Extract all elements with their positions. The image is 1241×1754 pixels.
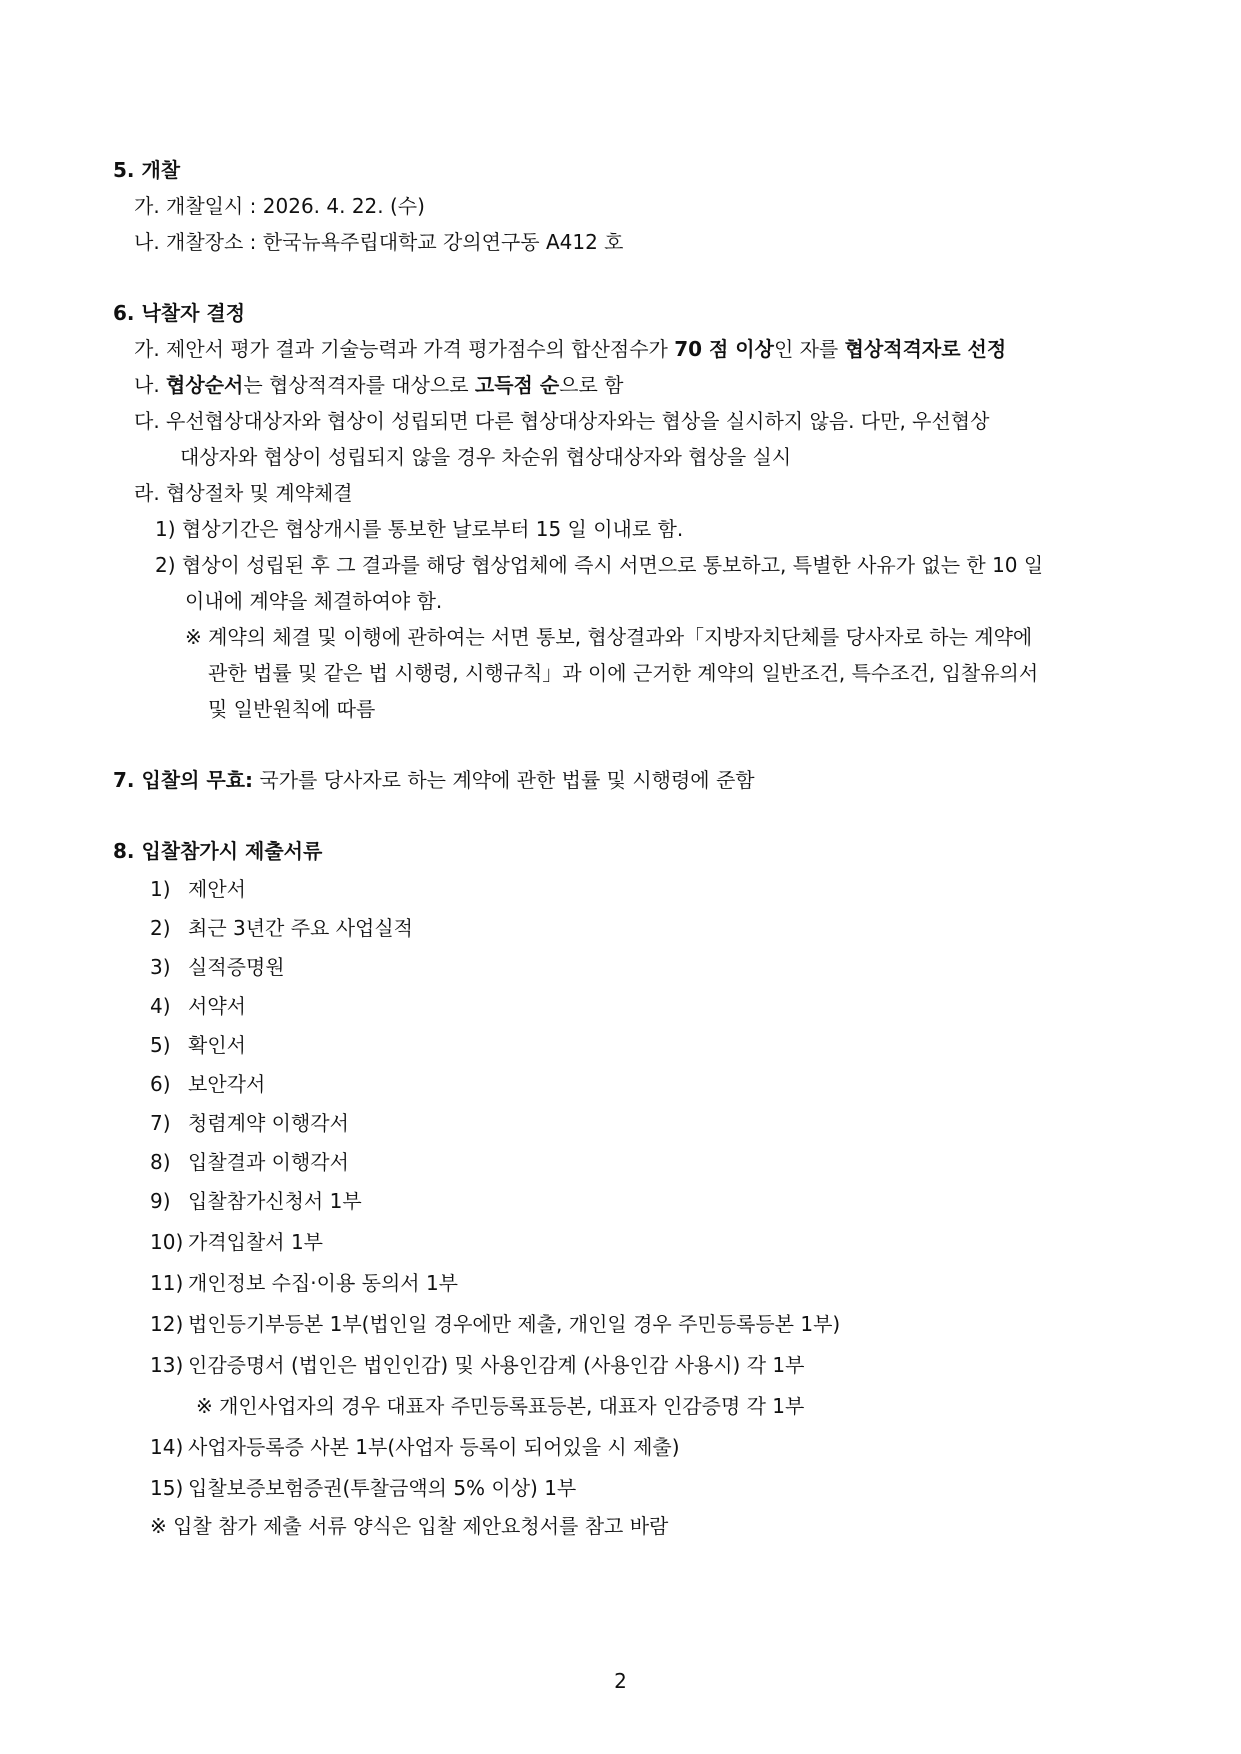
list-item bbox=[150, 1475, 576, 1501]
list-item-text: 확인서 bbox=[188, 1033, 246, 1057]
list-item-number: 15) bbox=[150, 1476, 184, 1500]
list-item-text: 개인정보 수집·이용 동의서 1부 bbox=[188, 1271, 458, 1295]
list-item bbox=[150, 1149, 349, 1175]
section-6-item-d2-line1: 2) 협상이 성립된 후 그 결과를 해당 협상업체에 즉시 서면으로 통보하고, 특별한 사유가 없는 한 10 일 bbox=[155, 553, 1044, 577]
section-5-item-b: 나. 개찰장소 : 한국뉴욕주립대학교 강의연구동 A412 호 bbox=[134, 230, 624, 254]
item-b-rank: 고득점 순 bbox=[474, 373, 560, 397]
list-item-text: 청렴계약 이행각서 bbox=[188, 1111, 349, 1135]
list-item bbox=[150, 1270, 458, 1296]
section-6-note-line3: 및 일반원칙에 따름 bbox=[208, 697, 376, 721]
section-6-item-b bbox=[134, 372, 624, 398]
list-item bbox=[150, 993, 246, 1019]
list-item-number: 5) bbox=[150, 1033, 171, 1057]
list-item-number: 1) bbox=[150, 877, 171, 901]
list-item bbox=[150, 1188, 362, 1214]
list-item-number: 7) bbox=[150, 1111, 171, 1135]
list-item-number: 6) bbox=[150, 1072, 171, 1096]
list-item-number: 10) bbox=[150, 1230, 184, 1254]
section-5-item-a: 가. 개찰일시 : 2026. 4. 22. (수) bbox=[134, 194, 425, 218]
list-item-text: 인감증명서 (법인은 법인인감) 및 사용인감계 (사용인감 사용시) 각 1부 bbox=[188, 1353, 805, 1377]
section-6-item-c-line2: 대상자와 협상이 성립되지 않을 경우 차순위 협상대상자와 협상을 실시 bbox=[180, 445, 792, 469]
item-b-prefix: 나. bbox=[134, 373, 167, 397]
list-item-text: 보안각서 bbox=[188, 1072, 266, 1096]
list-item-text: 실적증명원 bbox=[188, 955, 285, 979]
list-item bbox=[150, 915, 413, 941]
list-item-number: 14) bbox=[150, 1435, 184, 1459]
item-a-text-mid: 인 자를 bbox=[773, 337, 845, 361]
list-item-number: 8) bbox=[150, 1150, 171, 1174]
list-item bbox=[150, 1434, 680, 1460]
list-item-number: 9) bbox=[150, 1189, 171, 1213]
list-item-text: 최근 3년간 주요 사업실적 bbox=[188, 916, 413, 940]
section-7-text: 국가를 당사자로 하는 계약에 관한 법률 및 시행령에 준함 bbox=[253, 768, 755, 792]
list-item-number: 3) bbox=[150, 955, 171, 979]
list-item-text: 가격입찰서 1부 bbox=[188, 1230, 324, 1254]
page-number: 2 bbox=[614, 1669, 627, 1693]
section-6-note-line2: 관한 법률 및 같은 법 시행령, 시행규칙」과 이에 근거한 계약의 일반조건, 특수조건, 입찰유의서 bbox=[208, 661, 1039, 685]
item-b-suffix: 으로 함 bbox=[559, 373, 624, 397]
section-7 bbox=[113, 767, 755, 793]
list-item bbox=[150, 1229, 323, 1255]
section-6-item-d: 라. 협상절차 및 계약체결 bbox=[134, 481, 353, 505]
list-item bbox=[150, 1110, 349, 1136]
section-6-item-d2-line2: 이내에 계약을 체결하여야 함. bbox=[185, 589, 443, 613]
section-6-item-a bbox=[134, 336, 1006, 362]
section-6-item-c-line1: 다. 우선협상대상자와 협상이 성립되면 다른 협상대상자와는 협상을 실시하지 않음. 다만, 우선협상 bbox=[134, 409, 990, 433]
list-item-number: 4) bbox=[150, 994, 171, 1018]
item-13-note: ※ 개인사업자의 경우 대표자 주민등록표등본, 대표자 인감증명 각 1부 bbox=[196, 1394, 805, 1418]
list-item bbox=[150, 1071, 265, 1097]
list-item bbox=[150, 876, 246, 902]
list-item-text: 입찰보증보험증권(투찰금액의 5% 이상) 1부 bbox=[188, 1476, 577, 1500]
list-item-number: 11) bbox=[150, 1271, 184, 1295]
list-item bbox=[150, 1352, 804, 1378]
list-item-text: 서약서 bbox=[188, 994, 246, 1018]
item-b-order: 협상순서 bbox=[166, 373, 244, 397]
section-8-heading: 8. 입찰참가시 제출서류 bbox=[113, 839, 323, 863]
section-6-heading: 6. 낙찰자 결정 bbox=[113, 301, 246, 325]
list-item-number: 13) bbox=[150, 1353, 184, 1377]
section-6-item-d1: 1) 협상기간은 협상개시를 통보한 날로부터 15 일 이내로 함. bbox=[155, 517, 684, 541]
list-item-number: 12) bbox=[150, 1312, 184, 1336]
section-7-heading: 7. 입찰의 무효: bbox=[113, 768, 254, 792]
item-a-selection: 협상적격자로 선정 bbox=[844, 337, 1007, 361]
item-a-score: 70 점 이상 bbox=[674, 337, 774, 361]
item-b-text-mid: 는 협상적격자를 대상으로 bbox=[243, 373, 475, 397]
section-8-end-note: ※ 입찰 참가 제출 서류 양식은 입찰 제안요청서를 참고 바람 bbox=[150, 1514, 669, 1538]
item-a-text: 가. 제안서 평가 결과 기술능력과 가격 평가점수의 합산점수가 bbox=[134, 337, 675, 361]
list-item-text: 제안서 bbox=[188, 877, 246, 901]
list-item-text: 입찰결과 이행각서 bbox=[188, 1150, 349, 1174]
section-6-note-line1: ※ 계약의 체결 및 이행에 관하여는 서면 통보, 협상결과와「지방자치단체를 당사자로 하는 계약에 bbox=[185, 625, 1033, 649]
list-item bbox=[150, 954, 285, 980]
list-item-number: 2) bbox=[150, 916, 171, 940]
list-item-text: 입찰참가신청서 1부 bbox=[188, 1189, 362, 1213]
list-item-text: 법인등기부등본 1부(법인일 경우에만 제출, 개인일 경우 주민등록등본 1부) bbox=[188, 1312, 841, 1336]
list-item bbox=[150, 1032, 246, 1058]
list-item bbox=[150, 1311, 840, 1337]
list-item-text: 사업자등록증 사본 1부(사업자 등록이 되어있을 시 제출) bbox=[188, 1435, 680, 1459]
section-5-heading: 5. 개찰 bbox=[113, 158, 181, 182]
